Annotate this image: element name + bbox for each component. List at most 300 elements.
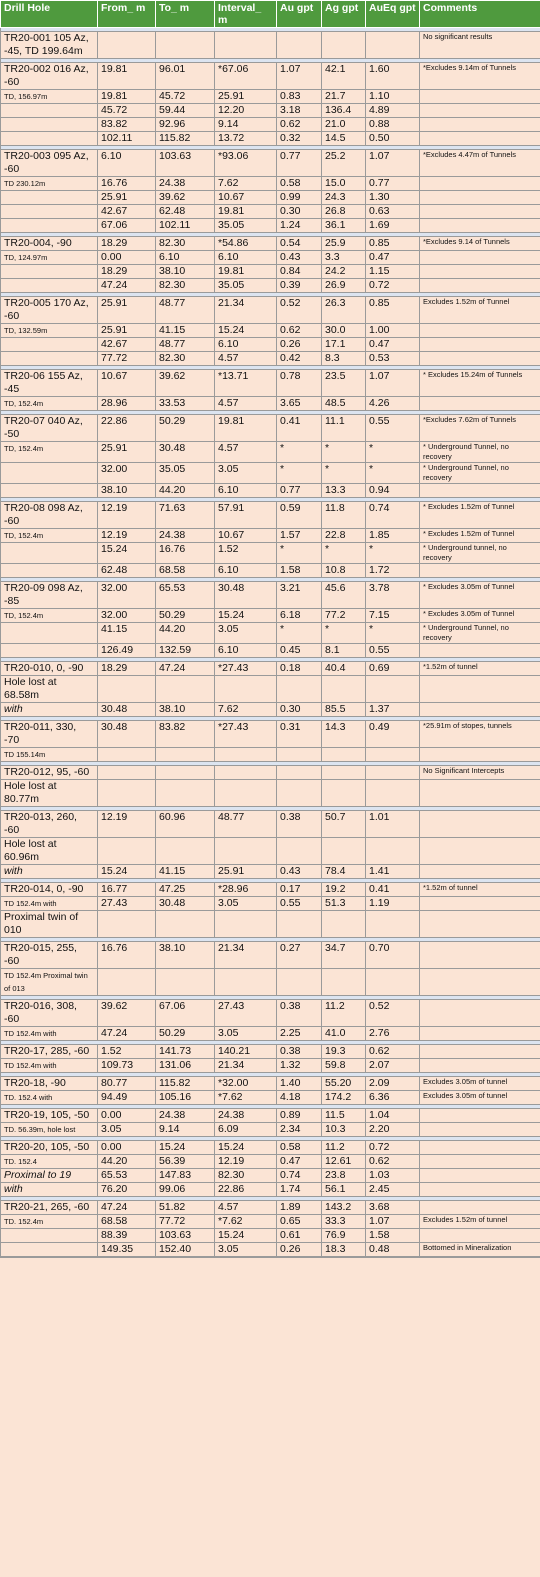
ag-cell: * — [322, 623, 366, 644]
drill-hole-cell — [1, 265, 98, 279]
au-cell: 1.07 — [277, 63, 322, 90]
comments-cell — [420, 90, 540, 104]
comments-cell: * Excludes 3.05m of Tunnel — [420, 609, 540, 623]
au-cell: 0.43 — [277, 865, 322, 879]
to-cell: 96.01 — [156, 63, 215, 90]
table-row — [1, 502, 540, 529]
aueq-cell: 0.72 — [366, 1141, 420, 1155]
drill-hole-cell: Proximal to 19 — [1, 1169, 98, 1183]
au-cell: 1.89 — [277, 1201, 322, 1215]
au-cell: 4.18 — [277, 1091, 322, 1105]
ag-cell: 24.2 — [322, 265, 366, 279]
ag-cell: 36.1 — [322, 219, 366, 233]
interval-cell: *7.62 — [215, 1215, 277, 1229]
drill-hole-cell — [1, 279, 98, 293]
table-row — [1, 32, 540, 59]
aueq-cell — [366, 911, 420, 938]
ag-cell: 21.7 — [322, 90, 366, 104]
ag-cell: 14.3 — [322, 721, 366, 748]
to-cell: 33.53 — [156, 397, 215, 411]
interval-cell: 27.43 — [215, 1000, 277, 1027]
col-header-au: Au gpt — [277, 1, 322, 28]
comments-cell — [420, 1027, 540, 1041]
interval-cell: 6.10 — [215, 644, 277, 658]
table-row — [1, 703, 540, 717]
aueq-cell: 0.85 — [366, 297, 420, 324]
from-cell: 16.76 — [98, 177, 156, 191]
drill-hole-cell: TD 152.4m with — [1, 1027, 98, 1041]
table-row — [1, 1229, 540, 1243]
interval-cell: 15.24 — [215, 609, 277, 623]
aueq-cell: 1.07 — [366, 370, 420, 397]
ag-cell: 143.2 — [322, 1201, 366, 1215]
ag-cell: 42.1 — [322, 63, 366, 90]
table-row — [1, 1077, 540, 1091]
interval-cell — [215, 838, 277, 865]
table-row — [1, 609, 540, 623]
aueq-cell: 4.89 — [366, 104, 420, 118]
drill-hole-cell: TD. 152.4m — [1, 1215, 98, 1229]
aueq-cell: 2.76 — [366, 1027, 420, 1041]
comments-cell — [420, 205, 540, 219]
aueq-cell — [366, 32, 420, 59]
drill-hole-cell: TD. 56.39m, hole lost — [1, 1123, 98, 1137]
to-cell: 41.15 — [156, 324, 215, 338]
from-cell: 19.81 — [98, 90, 156, 104]
au-cell: 3.21 — [277, 582, 322, 609]
drill-hole-cell: TR20-015, 255, -60 — [1, 942, 98, 969]
drill-hole-cell — [1, 564, 98, 578]
from-cell: 30.48 — [98, 703, 156, 717]
au-cell: 0.38 — [277, 1000, 322, 1027]
interval-cell: 4.57 — [215, 1201, 277, 1215]
col-header-drill-hole: Drill Hole — [1, 1, 98, 28]
interval-cell: 9.14 — [215, 118, 277, 132]
drill-hole-cell: TR20-002 016 Az, -60 — [1, 63, 98, 90]
comments-cell — [420, 942, 540, 969]
au-cell: 1.74 — [277, 1183, 322, 1197]
table-row — [1, 1000, 540, 1027]
aueq-cell: 2.45 — [366, 1183, 420, 1197]
to-cell: 105.16 — [156, 1091, 215, 1105]
col-header-from: From_ m — [98, 1, 156, 28]
from-cell: 80.77 — [98, 1077, 156, 1091]
aueq-cell: 0.55 — [366, 644, 420, 658]
aueq-cell: 1.69 — [366, 219, 420, 233]
ag-cell: 25.2 — [322, 150, 366, 177]
from-cell: 67.06 — [98, 219, 156, 233]
aueq-cell: 3.68 — [366, 1201, 420, 1215]
ag-cell: 51.3 — [322, 897, 366, 911]
interval-cell: 3.05 — [215, 463, 277, 484]
from-cell: 65.53 — [98, 1169, 156, 1183]
to-cell: 68.58 — [156, 564, 215, 578]
drill-hole-cell: TR20-014, 0, -90 — [1, 883, 98, 897]
interval-cell — [215, 748, 277, 762]
ag-cell: 56.1 — [322, 1183, 366, 1197]
table-row — [1, 324, 540, 338]
au-cell: 1.40 — [277, 1077, 322, 1091]
aueq-cell: 1.10 — [366, 90, 420, 104]
from-cell: 32.00 — [98, 609, 156, 623]
from-cell: 25.91 — [98, 442, 156, 463]
ag-cell: 50.7 — [322, 811, 366, 838]
ag-cell: 15.0 — [322, 177, 366, 191]
table-row — [1, 564, 540, 578]
ag-cell — [322, 676, 366, 703]
aueq-cell: 1.07 — [366, 150, 420, 177]
to-cell: 24.38 — [156, 529, 215, 543]
comments-cell: * Underground Tunnel, no recovery — [420, 463, 540, 484]
aueq-cell — [366, 748, 420, 762]
au-cell: 0.32 — [277, 132, 322, 146]
from-cell — [98, 838, 156, 865]
comments-cell — [420, 177, 540, 191]
au-cell: 0.83 — [277, 90, 322, 104]
from-cell: 15.24 — [98, 865, 156, 879]
ag-cell: 14.5 — [322, 132, 366, 146]
comments-cell: Excludes 1.52m of Tunnel — [420, 297, 540, 324]
aueq-cell: 1.60 — [366, 63, 420, 90]
ag-cell — [322, 969, 366, 996]
drill-hole-cell — [1, 543, 98, 564]
interval-cell: 19.81 — [215, 415, 277, 442]
aueq-cell: 0.52 — [366, 1000, 420, 1027]
comments-cell — [420, 1109, 540, 1123]
comments-cell: * Excludes 15.24m of Tunnels — [420, 370, 540, 397]
interval-cell: 6.10 — [215, 564, 277, 578]
table-row — [1, 780, 540, 807]
au-cell: 0.52 — [277, 297, 322, 324]
comments-cell: * Excludes 1.52m of Tunnel — [420, 529, 540, 543]
interval-cell: 7.62 — [215, 703, 277, 717]
to-cell: 47.24 — [156, 662, 215, 676]
au-cell — [277, 780, 322, 807]
to-cell: 132.59 — [156, 644, 215, 658]
comments-cell: Excludes 3.05m of tunnel — [420, 1091, 540, 1105]
drill-hole-cell — [1, 191, 98, 205]
table-row — [1, 865, 540, 879]
col-header-comments: Comments — [420, 1, 540, 28]
ag-cell: 8.3 — [322, 352, 366, 366]
interval-cell: *27.43 — [215, 721, 277, 748]
from-cell: 15.24 — [98, 543, 156, 564]
from-cell: 47.24 — [98, 279, 156, 293]
drill-hole-cell: TR20-003 095 Az, -60 — [1, 150, 98, 177]
from-cell — [98, 969, 156, 996]
ag-cell: 174.2 — [322, 1091, 366, 1105]
comments-cell: No significant results — [420, 32, 540, 59]
ag-cell — [322, 838, 366, 865]
from-cell: 10.67 — [98, 370, 156, 397]
to-cell: 115.82 — [156, 132, 215, 146]
drill-hole-cell: with — [1, 865, 98, 879]
comments-cell: No Significant Intercepts — [420, 766, 540, 780]
table-row — [1, 644, 540, 658]
table-row — [1, 543, 540, 564]
aueq-cell: 1.30 — [366, 191, 420, 205]
interval-cell: 140.21 — [215, 1045, 277, 1059]
ag-cell — [322, 32, 366, 59]
aueq-cell: * — [366, 543, 420, 564]
to-cell: 39.62 — [156, 191, 215, 205]
aueq-cell — [366, 766, 420, 780]
ag-cell: 26.3 — [322, 297, 366, 324]
ag-cell: 30.0 — [322, 324, 366, 338]
au-cell — [277, 32, 322, 59]
table-row — [1, 1123, 540, 1137]
from-cell: 12.19 — [98, 811, 156, 838]
from-cell — [98, 676, 156, 703]
ag-cell: 23.5 — [322, 370, 366, 397]
drill-hole-cell: TD, 132.59m — [1, 324, 98, 338]
aueq-cell — [366, 676, 420, 703]
to-cell: 24.38 — [156, 1109, 215, 1123]
comments-cell — [420, 338, 540, 352]
aueq-cell: 1.72 — [366, 564, 420, 578]
au-cell: 0.58 — [277, 177, 322, 191]
comments-cell — [420, 780, 540, 807]
to-cell: 77.72 — [156, 1215, 215, 1229]
to-cell — [156, 676, 215, 703]
au-cell: * — [277, 463, 322, 484]
aueq-cell: 6.36 — [366, 1091, 420, 1105]
au-cell: * — [277, 543, 322, 564]
comments-cell — [420, 748, 540, 762]
aueq-cell: 1.03 — [366, 1169, 420, 1183]
aueq-cell: 1.01 — [366, 811, 420, 838]
interval-cell: *28.96 — [215, 883, 277, 897]
ag-cell: 26.9 — [322, 279, 366, 293]
from-cell: 25.91 — [98, 324, 156, 338]
ag-cell: 11.2 — [322, 1000, 366, 1027]
drill-hole-cell: TR20-010, 0, -90 — [1, 662, 98, 676]
to-cell: 152.40 — [156, 1243, 215, 1257]
au-cell: 0.38 — [277, 1045, 322, 1059]
to-cell: 38.10 — [156, 942, 215, 969]
comments-cell: *Excludes 9.14m of Tunnels — [420, 63, 540, 90]
interval-cell: 48.77 — [215, 811, 277, 838]
table-row — [1, 279, 540, 293]
aueq-cell: 0.88 — [366, 118, 420, 132]
aueq-cell: 1.19 — [366, 897, 420, 911]
drill-hole-cell — [1, 338, 98, 352]
table-row — [1, 623, 540, 644]
table-row — [1, 442, 540, 463]
table-row — [1, 463, 540, 484]
au-cell: 0.84 — [277, 265, 322, 279]
col-header-to: To_ m — [156, 1, 215, 28]
interval-cell: 21.34 — [215, 942, 277, 969]
to-cell: 103.63 — [156, 1229, 215, 1243]
drill-hole-cell: TR20-19, 105, -50 — [1, 1109, 98, 1123]
ag-cell: 11.5 — [322, 1109, 366, 1123]
table-row — [1, 1201, 540, 1215]
interval-cell — [215, 969, 277, 996]
from-cell: 94.49 — [98, 1091, 156, 1105]
from-cell: 32.00 — [98, 463, 156, 484]
interval-cell: *67.06 — [215, 63, 277, 90]
comments-cell: Excludes 1.52m of tunnel — [420, 1215, 540, 1229]
ag-cell: 22.8 — [322, 529, 366, 543]
table-row — [1, 811, 540, 838]
aueq-cell: 0.62 — [366, 1045, 420, 1059]
aueq-cell: 2.07 — [366, 1059, 420, 1073]
interval-cell: 4.57 — [215, 352, 277, 366]
comments-cell: *Excludes 4.47m of Tunnels — [420, 150, 540, 177]
au-cell — [277, 838, 322, 865]
drill-hole-cell — [1, 205, 98, 219]
to-cell — [156, 766, 215, 780]
comments-cell — [420, 219, 540, 233]
comments-cell — [420, 911, 540, 938]
aueq-cell: 1.00 — [366, 324, 420, 338]
from-cell: 68.58 — [98, 1215, 156, 1229]
au-cell: 0.77 — [277, 484, 322, 498]
drill-hole-cell — [1, 463, 98, 484]
comments-cell — [420, 1229, 540, 1243]
ag-cell: 40.4 — [322, 662, 366, 676]
comments-cell: *25.91m of stopes, tunnels — [420, 721, 540, 748]
table-row — [1, 118, 540, 132]
interval-cell — [215, 1257, 277, 1258]
to-cell: 24.38 — [156, 177, 215, 191]
table-row — [1, 90, 540, 104]
to-cell: 44.20 — [156, 484, 215, 498]
interval-cell: 35.05 — [215, 219, 277, 233]
to-cell: 99.06 — [156, 1183, 215, 1197]
table-row — [1, 297, 540, 324]
drill-hole-cell: TD 152.4m Proximal twin of 013 — [1, 969, 98, 996]
drill-hole-cell: TR20-06 155 Az, -45 — [1, 370, 98, 397]
au-cell: 0.26 — [277, 1243, 322, 1257]
ag-cell: 17.1 — [322, 338, 366, 352]
from-cell — [98, 1257, 156, 1258]
aueq-cell: * — [366, 442, 420, 463]
ag-cell: 19.3 — [322, 1045, 366, 1059]
table-row — [1, 150, 540, 177]
comments-cell: * Excludes 3.05m of Tunnel — [420, 582, 540, 609]
ag-cell: 12.61 — [322, 1155, 366, 1169]
interval-cell: 24.38 — [215, 1109, 277, 1123]
table-row — [1, 911, 540, 938]
ag-cell: * — [322, 463, 366, 484]
to-cell: 50.29 — [156, 415, 215, 442]
au-cell: 0.27 — [277, 942, 322, 969]
au-cell — [277, 748, 322, 762]
aueq-cell: 0.69 — [366, 662, 420, 676]
interval-cell: 12.20 — [215, 104, 277, 118]
from-cell: 42.67 — [98, 338, 156, 352]
from-cell — [98, 780, 156, 807]
ag-cell: 25.9 — [322, 237, 366, 251]
table-row — [1, 1141, 540, 1155]
drill-hole-cell — [1, 623, 98, 644]
to-cell: 47.25 — [156, 883, 215, 897]
ag-cell: 136.4 — [322, 104, 366, 118]
ag-cell: 11.8 — [322, 502, 366, 529]
from-cell: 47.24 — [98, 1201, 156, 1215]
table-row — [1, 897, 540, 911]
drill-hole-cell: TR20-20, 105, -50 — [1, 1141, 98, 1155]
interval-cell: 12.19 — [215, 1155, 277, 1169]
interval-cell: 1.52 — [215, 543, 277, 564]
to-cell: 38.10 — [156, 703, 215, 717]
au-cell: 0.78 — [277, 370, 322, 397]
au-cell — [277, 1257, 322, 1258]
au-cell: 0.45 — [277, 644, 322, 658]
ag-cell: 23.8 — [322, 1169, 366, 1183]
interval-cell: *27.43 — [215, 662, 277, 676]
interval-cell: 3.05 — [215, 897, 277, 911]
from-cell: 38.10 — [98, 484, 156, 498]
from-cell: 0.00 — [98, 1141, 156, 1155]
aueq-cell: 0.50 — [366, 132, 420, 146]
aueq-cell: 1.58 — [366, 1229, 420, 1243]
aueq-cell: 2.09 — [366, 1077, 420, 1091]
interval-cell: 6.10 — [215, 338, 277, 352]
comments-cell — [420, 564, 540, 578]
table-row — [1, 676, 540, 703]
from-cell: 62.48 — [98, 564, 156, 578]
from-cell: 32.00 — [98, 582, 156, 609]
comments-cell: Bottomed in Mineralization — [420, 1243, 540, 1257]
to-cell: 39.62 — [156, 370, 215, 397]
to-cell: 50.29 — [156, 609, 215, 623]
table-row — [1, 1027, 540, 1041]
aueq-cell: 1.07 — [366, 1215, 420, 1229]
au-cell — [277, 676, 322, 703]
table-row — [1, 1215, 540, 1229]
col-header-aueq: AuEq gpt — [366, 1, 420, 28]
drill-hole-cell: TR20-016, 308, -60 — [1, 1000, 98, 1027]
from-cell: 28.96 — [98, 397, 156, 411]
drill-hole-cell: TD 152.4m with — [1, 897, 98, 911]
ag-cell: 13.3 — [322, 484, 366, 498]
to-cell: 92.96 — [156, 118, 215, 132]
to-cell: 41.15 — [156, 865, 215, 879]
drill-hole-cell — [1, 118, 98, 132]
interval-cell: 19.81 — [215, 265, 277, 279]
from-cell: 42.67 — [98, 205, 156, 219]
drill-hole-cell: TR20-012, 95, -60 — [1, 766, 98, 780]
drill-hole-cell: TD, 152.4m — [1, 609, 98, 623]
to-cell: 30.48 — [156, 897, 215, 911]
to-cell: 103.63 — [156, 150, 215, 177]
drill-hole-cell: with — [1, 1183, 98, 1197]
comments-cell — [420, 969, 540, 996]
from-cell — [98, 911, 156, 938]
ag-cell — [322, 1257, 366, 1258]
interval-cell: 15.24 — [215, 324, 277, 338]
table-row — [1, 237, 540, 251]
au-cell: 1.58 — [277, 564, 322, 578]
to-cell: 48.77 — [156, 338, 215, 352]
comments-cell: *1.52m of tunnel — [420, 662, 540, 676]
ag-cell — [322, 766, 366, 780]
ag-cell: 10.3 — [322, 1123, 366, 1137]
table-row — [1, 104, 540, 118]
comments-cell — [420, 279, 540, 293]
aueq-cell: 0.63 — [366, 205, 420, 219]
comments-cell — [420, 1141, 540, 1155]
au-cell: 2.34 — [277, 1123, 322, 1137]
to-cell: 82.30 — [156, 279, 215, 293]
comments-cell — [420, 1123, 540, 1137]
aueq-cell: 2.20 — [366, 1123, 420, 1137]
from-cell: 27.43 — [98, 897, 156, 911]
drill-hole-cell: Hole lost at 68.58m — [1, 676, 98, 703]
